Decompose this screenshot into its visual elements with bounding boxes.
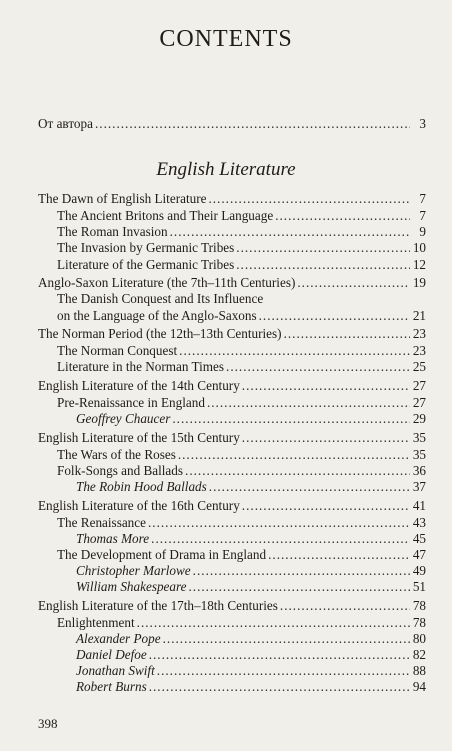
toc-entry-page: 21 [412, 308, 426, 323]
toc-entry [0, 646, 452, 663]
toc-entry [0, 462, 452, 479]
toc-entry-page: 45 [412, 531, 426, 546]
toc-entry-label: Literature in the Norman Times [57, 359, 225, 374]
leader-dots [207, 395, 410, 411]
toc-entry [0, 614, 452, 631]
leader-dots [209, 479, 410, 495]
leader-dots [172, 411, 410, 427]
toc-entry-page: 78 [412, 615, 426, 630]
toc-entry [0, 307, 452, 324]
toc-entry-page: 23 [412, 343, 426, 358]
leader-dots [208, 191, 410, 207]
toc-entry-page: 35 [412, 447, 426, 462]
toc-entry [0, 497, 452, 514]
toc-entry-page: 88 [412, 663, 426, 678]
toc-entry [0, 578, 452, 595]
toc-entry-label: Enlightenment [57, 615, 135, 630]
toc-entry [0, 546, 452, 563]
toc-entry-label: The Dawn of English Literature [38, 191, 207, 206]
toc-entry-page: 43 [412, 515, 426, 530]
toc-entry [0, 274, 452, 291]
toc-entry-label: The Invasion by Germanic Tribes [57, 240, 235, 255]
leader-dots [236, 257, 410, 273]
toc-entry [0, 478, 452, 495]
toc-entry-page: 10 [412, 240, 426, 255]
toc-entry [0, 562, 452, 579]
leader-dots [148, 515, 410, 531]
toc-entry [0, 514, 452, 531]
toc-entry-page: 35 [412, 430, 426, 445]
leader-dots [284, 326, 410, 342]
toc-entry-page: 25 [412, 359, 426, 374]
toc-entry-label: The Wars of the Roses [57, 447, 176, 462]
leader-dots [242, 498, 410, 514]
toc-entry-page: 27 [412, 378, 426, 393]
toc-entry-label: Daniel Defoe [76, 647, 147, 662]
page-title: CONTENTS [159, 26, 293, 52]
toc-entry-label: Literature of the Germanic Tribes [57, 257, 235, 272]
leader-dots [259, 308, 410, 324]
leader-dots [236, 240, 410, 256]
leader-dots [226, 359, 410, 375]
toc-entry-label: English Literature of the 17th–18th Centuries [38, 598, 278, 613]
toc-entry [0, 678, 452, 695]
toc-entry-page: 82 [412, 647, 426, 662]
toc-entry-page: 19 [412, 275, 426, 290]
toc-entry [0, 325, 452, 342]
toc-entry-page: 78 [412, 598, 426, 613]
toc-entry-label: English Literature of the 15th Century [38, 430, 240, 445]
toc-entry [0, 342, 452, 359]
toc-entry-label: Robert Burns [76, 679, 147, 694]
toc-entry [0, 223, 452, 240]
toc-entry-label: Alexander Pope [76, 631, 161, 646]
toc-entry-label: The Development of Drama in England [57, 547, 267, 562]
toc-entry [0, 377, 452, 394]
toc-entry-label: Folk-Songs and Ballads [57, 463, 184, 478]
toc-entry [0, 190, 452, 207]
toc-entry-label: William Shakespeare [76, 579, 187, 594]
toc-entry-page: 7 [419, 191, 426, 206]
leader-dots [170, 224, 410, 240]
toc-entry-page: 27 [412, 395, 426, 410]
leader-dots [149, 647, 410, 663]
page-number: 398 [38, 716, 58, 731]
leader-dots [188, 579, 410, 595]
toc-entry-label: Anglo-Saxon Literature (the 7th–11th Centuries) [38, 275, 296, 290]
toc-entry-page: 47 [412, 547, 426, 562]
toc-entry [0, 394, 452, 411]
toc-entry-page: 23 [412, 326, 426, 341]
leader-dots [297, 275, 410, 291]
leader-dots [178, 447, 410, 463]
leader-dots [149, 679, 410, 695]
section-title: English Literature [156, 159, 296, 180]
toc-entry [0, 207, 452, 224]
toc-entry-page: 9 [419, 224, 426, 239]
toc-entry [0, 662, 452, 679]
toc-entry [0, 446, 452, 463]
toc-entry-page: 41 [412, 498, 426, 513]
toc-entry-label: The Ancient Britons and Their Language [57, 208, 274, 223]
toc-entry-label: The Norman Period (the 12th–13th Centuries) [38, 326, 282, 341]
toc-entry [0, 291, 452, 307]
toc-entry-page: 12 [412, 257, 426, 272]
toc-entry-label: The Roman Invasion [57, 224, 168, 239]
toc-entry-label: Christopher Marlowe [76, 563, 191, 578]
toc-entry-page: 37 [412, 479, 426, 494]
toc-entry [0, 630, 452, 647]
leader-dots [193, 563, 410, 579]
leader-dots [280, 598, 410, 614]
toc-entry-label: English Literature of the 16th Century [38, 498, 240, 513]
toc-entry-page: 51 [412, 579, 426, 594]
toc-entry-label: on the Language of the Anglo-Saxons [57, 308, 257, 323]
toc-entry [0, 597, 452, 614]
toc-entry-label: The Renaissance [57, 515, 146, 530]
toc-entry-label: The Norman Conquest [57, 343, 178, 358]
leader-dots [242, 378, 410, 394]
toc-entry [0, 410, 452, 427]
leader-dots [179, 343, 410, 359]
toc-entry [0, 429, 452, 446]
toc-entry-label: Pre-Renaissance in England [57, 395, 205, 410]
leader-dots [157, 663, 410, 679]
leader-dots [242, 430, 410, 446]
toc-entry-preface [0, 115, 452, 132]
leader-dots [137, 615, 410, 631]
leader-dots [95, 116, 410, 132]
toc-entry-page: 36 [412, 463, 426, 478]
toc-entry [0, 256, 452, 273]
toc-entry-page: 94 [412, 679, 426, 694]
toc-entry-page: 80 [412, 631, 426, 646]
toc-entry-page: 7 [419, 208, 426, 223]
leader-dots [185, 463, 410, 479]
toc-entry-label: Thomas More [76, 531, 150, 546]
toc-entry-page: 3 [419, 116, 426, 131]
toc-entry-label: Jonathan Swift [76, 663, 155, 678]
toc-entry-label: English Literature of the 14th Century [38, 378, 240, 393]
toc-entry-label: The Robin Hood Ballads [76, 479, 207, 494]
leader-dots [163, 631, 410, 647]
toc-entry [0, 239, 452, 256]
toc-entry [0, 358, 452, 375]
leader-dots [268, 547, 410, 563]
toc-entry-label: От автора [38, 116, 93, 131]
toc-entry-page: 49 [412, 563, 426, 578]
leader-dots [151, 531, 410, 547]
leader-dots [275, 208, 410, 224]
toc-entry [0, 530, 452, 547]
toc-entry-label: Geoffrey Chaucer [76, 411, 171, 426]
toc-entry-label: The Danish Conquest and Its Influence [57, 291, 264, 306]
toc-entry-page: 29 [412, 411, 426, 426]
